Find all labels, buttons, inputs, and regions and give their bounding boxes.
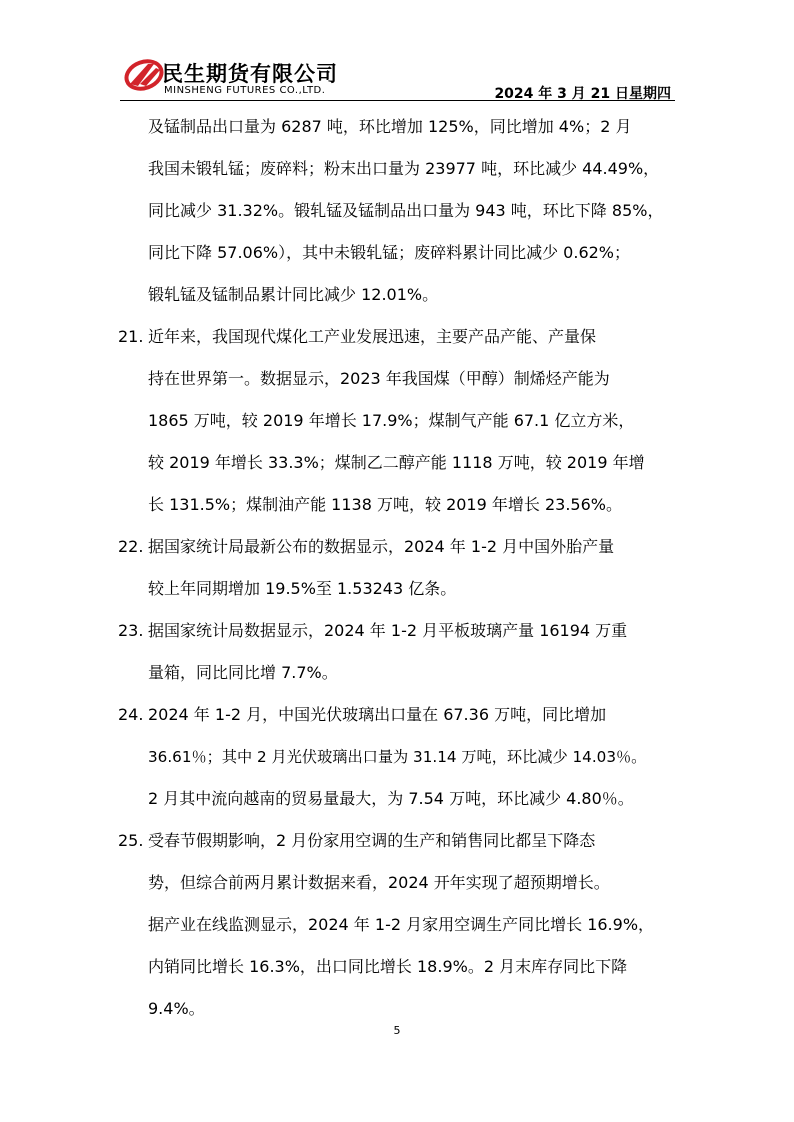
document-body [118,106,678,1030]
text-line: 及锰制品出口量为 6287 吨，环比增加 125%，同比增加 4%；2 月 [148,117,632,136]
text-line: 2 月其中流向越南的贸易量最大，为 7.54 万吨，环比减少 4.80％。 [148,789,634,808]
text-line: 同比减少 31.32%。锻轧锰及锰制品出口量为 943 吨，环比下降 85%， [148,201,664,220]
text-line: 持在世界第一。数据显示，2023 年我国煤（甲醇）制烯烃产能为 [148,369,610,388]
text-line: 9.4%。 [148,999,205,1018]
text-line: 长 131.5%；煤制油产能 1138 万吨，较 2019 年增长 23.56%。 [148,495,622,514]
text-line: 据国家统计局最新公布的数据显示，2024 年 1-2 月中国外胎产量 [148,537,615,556]
text-line: 锻轧锰及锰制品累计同比减少 12.01%。 [148,285,439,304]
item-number: 22. [118,537,144,556]
text-line: 较上年同期增加 19.5%至 1.53243 亿条。 [148,579,457,598]
intro-paragraph [118,106,678,316]
text-line: 据产业在线监测显示，2024 年 1-2 月家用空调生产同比增长 16.9%， [148,915,655,934]
list-item-23 [118,610,678,694]
list-item-21 [118,316,678,526]
item-number: 23. [118,621,144,640]
item-number: 21. [118,327,144,346]
page-header [120,52,675,102]
text-line: 2024 年 1-2 月，中国光伏玻璃出口量在 67.36 万吨，同比增加 [148,705,607,724]
item-number: 25. [118,831,144,850]
list-item-25 [118,820,678,1030]
text-line: 内销同比增长 16.3%，出口同比增长 18.9%。2 月末库存同比下降 [148,957,628,976]
text-line: 据国家统计局数据显示，2024 年 1-2 月平板玻璃产量 16194 万重 [148,621,628,640]
company-logo-icon [124,58,164,92]
item-number: 24. [118,705,144,724]
text-line: 势，但综合前两月累计数据来看，2024 开年实现了超预期增长。 [148,873,610,892]
list-item-24 [118,694,678,820]
text-line: 1865 万吨，较 2019 年增长 17.9%；煤制气产能 67.1 亿立方米， [148,411,635,430]
text-line: 较 2019 年增长 33.3%；煤制乙二醇产能 1118 万吨，较 2019 年增 [148,453,645,472]
list-item-22 [118,526,678,610]
text-line: 受春节假期影响，2 月份家用空调的生产和销售同比都呈下降态 [148,831,596,850]
report-date: 2024 年 3 月 21 日星期四 [494,86,671,102]
page-number: 5 [393,1024,401,1037]
text-line: 我国未锻轧锰；废碎料；粉末出口量为 23977 吨，环比减少 44.49%， [148,159,660,178]
text-line: 同比下降 57.06%），其中未锻轧锰；废碎料累计同比减少 0.62%； [148,243,631,262]
text-line: 36.61％；其中 2 月光伏玻璃出口量为 31.14 万吨，环比减少 14.03％。 [148,748,647,766]
header-divider [120,100,675,101]
text-line: 量箱，同比同比增 7.7%。 [148,663,338,682]
company-name-cn: 民生期货有限公司 [162,62,338,86]
text-line: 近年来，我国现代煤化工产业发展迅速，主要产品产能、产量保 [148,327,597,346]
company-name-en: MINSHENG FUTURES CO.,LTD. [164,85,326,96]
